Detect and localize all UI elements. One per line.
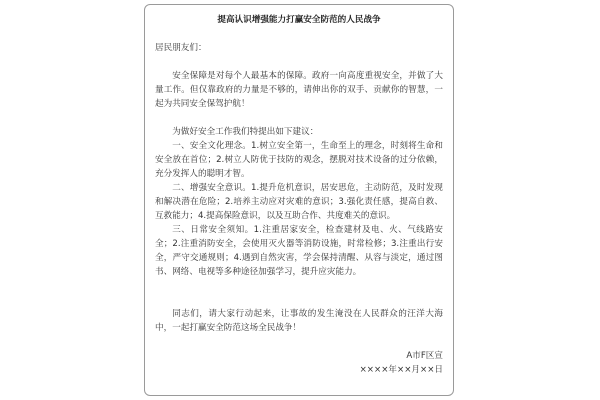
greeting: 居民朋友们： xyxy=(155,43,207,53)
suggestion-1: 一、安全文化理念。1.树立安全第一，生命至上的理念，时刻将生命和安全放在首位；2.树立人防优于技防的观念，摆脱对技术设备的过分依赖，充分发挥人的聪明才智。 xyxy=(155,141,443,179)
intro-paragraph: 安全保障是对每个人最基本的保障。政府一向高度重视安全，并做了大量工作。但仅靠政府的力量是不够的，请伸出你的双手、贡献你的智慧，一起为共同安全保驾护航！ xyxy=(155,71,443,109)
notice-card xyxy=(144,4,454,396)
suggestion-3: 三、日常安全须知。1.注重居家安全，检查建材及电、火、气线路安全；2.注重消防安全，会使用灭火器等消防设施，时常检修；3.注重出行安全，严守交通规则；4.遇到自然灾害，学会保持清醒、从容与淡定，通过图书、网络、电视等多种途径加强学习，提升应灾能力。 xyxy=(155,225,443,277)
spacer xyxy=(155,293,443,307)
suggestion-2: 二、增强安全意识。1.提升危机意识，居安思危，主动防范，及时发现和解决潜在危险；2.培养主动应对灾难的意识；3.强化责任感，提高自救、互救能力；4.提高保险意识，以及互助合作、共度难关的意识。 xyxy=(155,183,443,221)
lead-paragraph: 为做好安全工作我们特提出如下建议： xyxy=(172,127,319,137)
signature: A市F区宣 xyxy=(406,351,443,361)
closing-paragraph: 同志们，请大家行动起来，让事故的发生淹没在人民群众的汪洋大海中，一起打赢安全防范这场全民战争！ xyxy=(155,309,443,333)
date: ××××年××月××日 xyxy=(359,365,443,375)
document-title: 提高认识增强能力打赢安全防范的人民战争 xyxy=(217,15,381,25)
